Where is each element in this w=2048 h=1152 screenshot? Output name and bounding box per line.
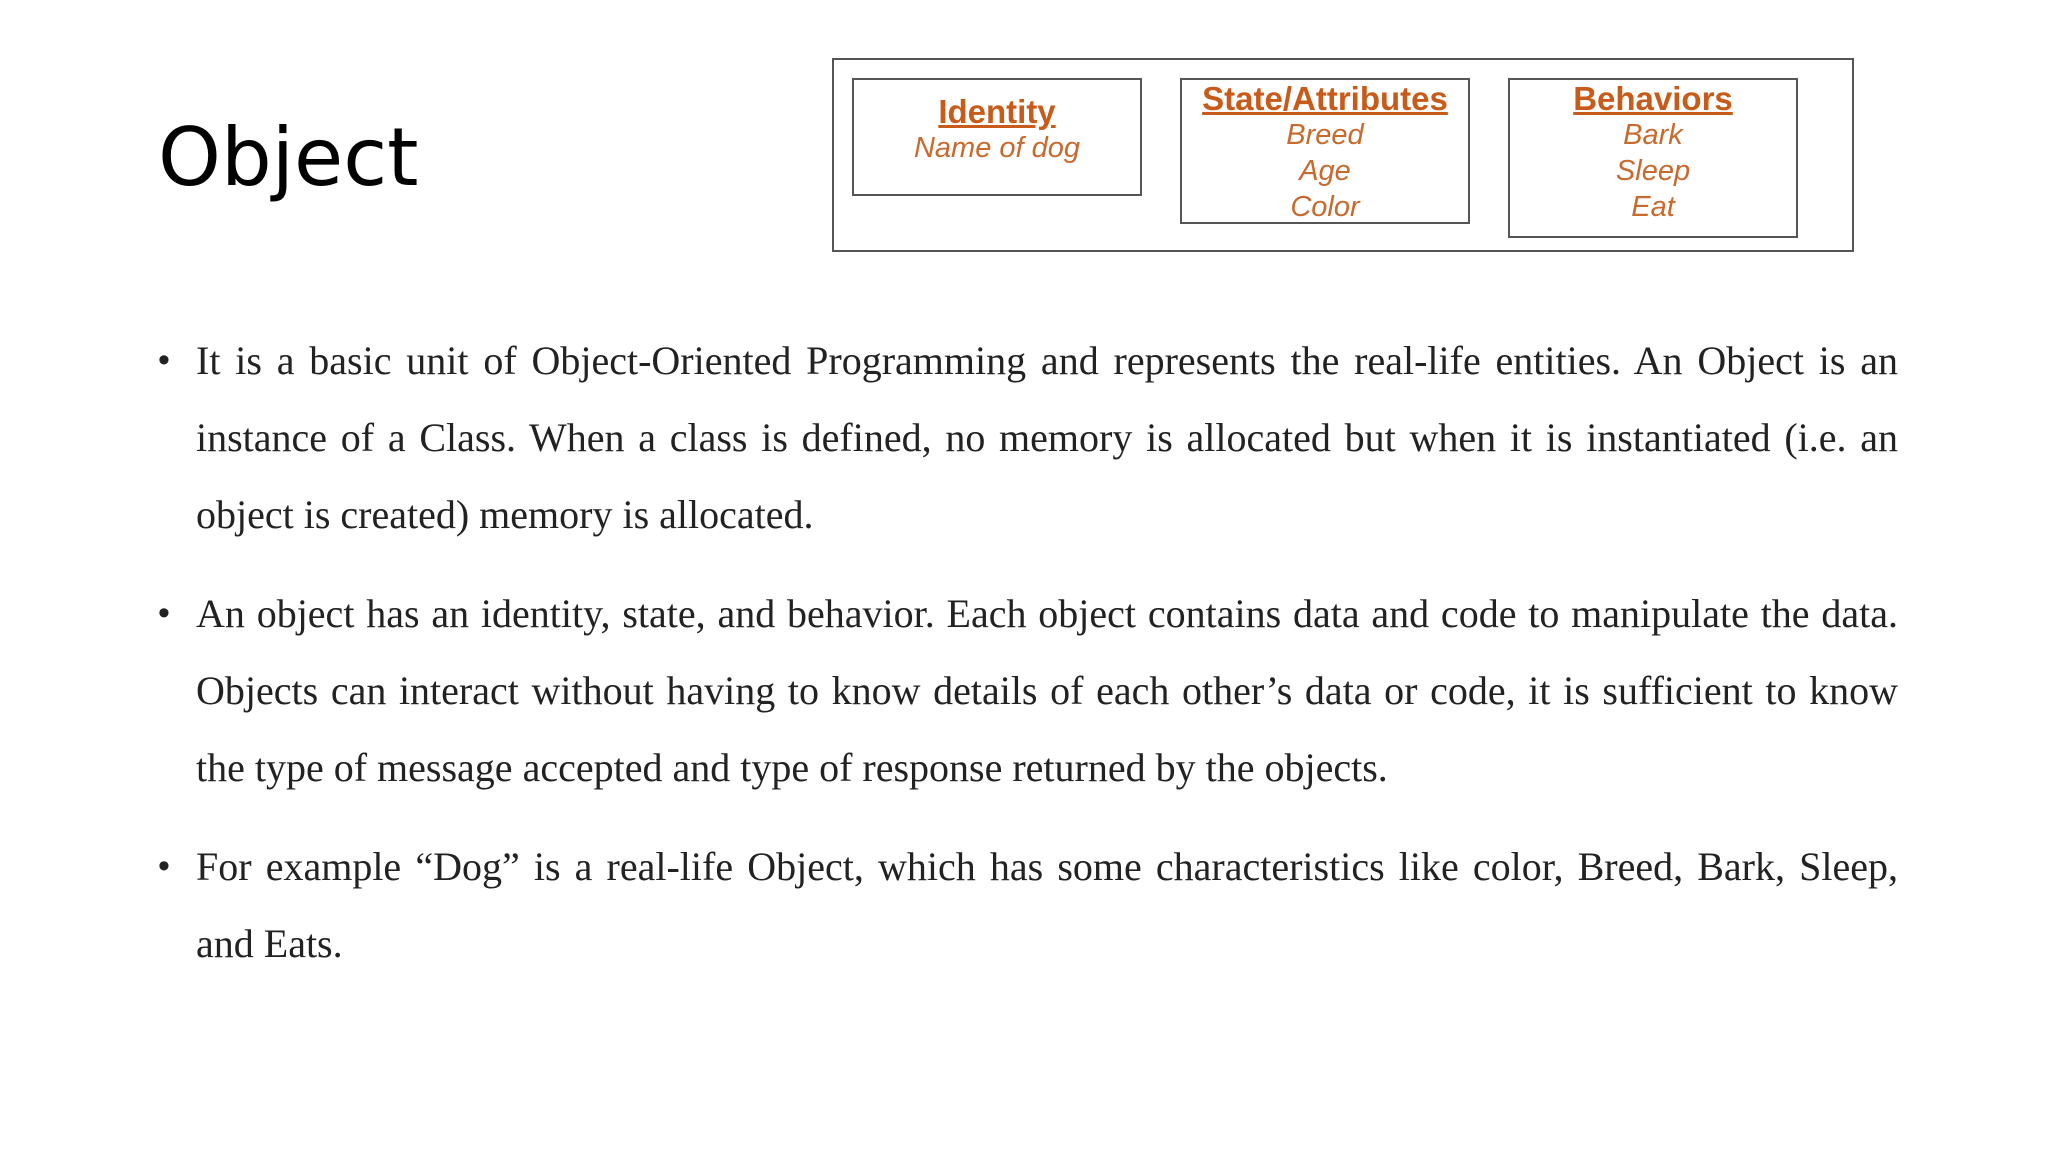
bullet-text: An object has an identity, state, and behavior. Each object contains data and code to manipulate the data. Objects can interact without having to know details of each other’s data or code, it is sufficient to know the type of message accepted and type of response returned by the objects. — [196, 591, 1898, 790]
bullet-dot-icon: • — [158, 594, 170, 632]
behavior-item-sleep: Sleep — [1615, 155, 1691, 187]
state-item-age: Age — [1299, 155, 1351, 187]
identity-heading: Identity — [938, 93, 1056, 130]
bullet-text: For example “Dog” is a real-life Object, which has some characteristics like color, Breed, Bark, Sleep, and Eats. — [196, 844, 1898, 966]
behavior-item-bark: Bark — [1623, 119, 1683, 151]
bullet-dot-icon: • — [158, 847, 170, 885]
bullet-list — [158, 322, 1898, 1004]
state-item-color: Color — [1290, 191, 1360, 223]
bullet-item — [158, 575, 1898, 806]
object-diagram — [832, 58, 1854, 252]
identity-item: Name of dog — [913, 132, 1081, 164]
bullet-item — [158, 322, 1898, 553]
state-attributes-box — [1180, 78, 1470, 224]
state-item-breed: Breed — [1286, 119, 1364, 151]
bullet-text: It is a basic unit of Object-Oriented Programming and represents the real-life entities. An Object is an instance of a Class. When a class is defined, no memory is allocated but when it is instantiated (i.e. an object is created) memory is allocated. — [196, 338, 1898, 537]
identity-box — [852, 78, 1142, 196]
behavior-item-eat: Eat — [1631, 191, 1675, 223]
bullet-item — [158, 828, 1898, 982]
state-attributes-heading: State/Attributes — [1202, 80, 1448, 117]
behaviors-box — [1508, 78, 1798, 238]
slide-title: Object — [158, 111, 419, 204]
behaviors-heading: Behaviors — [1573, 80, 1733, 117]
bullet-dot-icon: • — [158, 341, 170, 379]
